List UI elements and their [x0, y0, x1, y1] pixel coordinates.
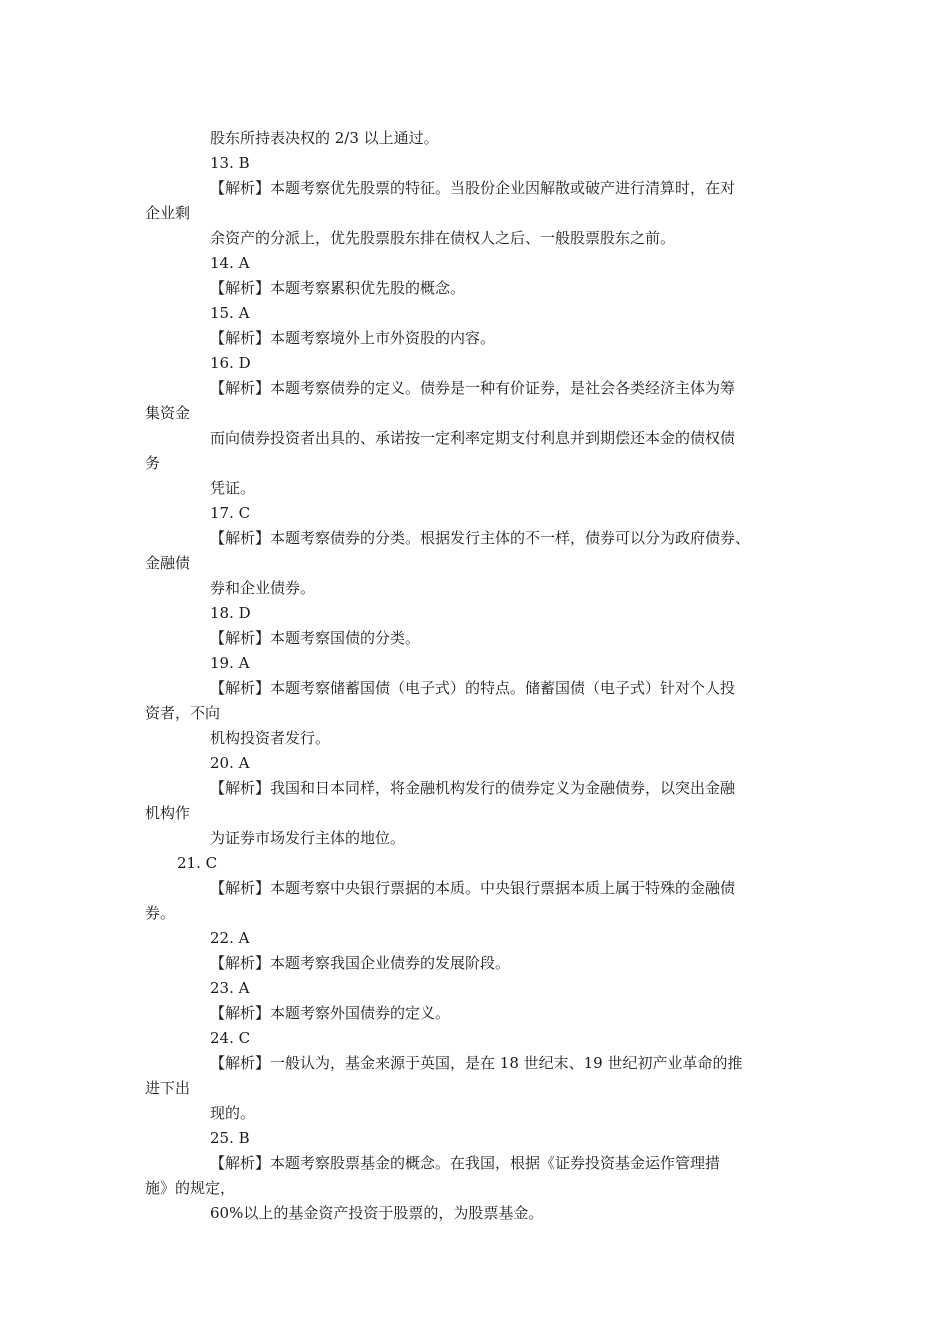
- explanation-line: 【解析】本题考察债券的分类。根据发行主体的不一样，债券可以分为政府债券、: [210, 529, 751, 547]
- explanation-line: 【解析】本题考察累积优先股的概念。: [210, 279, 466, 297]
- text-line: 凭证。: [210, 479, 256, 497]
- answer-line: 22. A: [210, 929, 250, 947]
- text-line: 股东所持表决权的 2/3 以上通过。: [210, 129, 439, 147]
- answer-line: 24. C: [210, 1029, 251, 1047]
- answer-line: 16. D: [210, 354, 251, 372]
- text-line: 进下出: [145, 1079, 191, 1097]
- answer-line: 17. C: [210, 504, 251, 522]
- answer-line: 23. A: [210, 979, 250, 997]
- explanation-line: 【解析】本题考察我国企业债券的发展阶段。: [210, 954, 511, 972]
- answer-line: 13. B: [210, 154, 250, 172]
- text-line: 资者，不向: [145, 704, 221, 722]
- text-line: 而向债券投资者出具的、承诺按一定利率定期支付利息并到期偿还本金的债权债: [210, 429, 736, 447]
- explanation-line: 【解析】本题考察境外上市外资股的内容。: [210, 329, 496, 347]
- explanation-line: 【解析】本题考察中央银行票据的本质。中央银行票据本质上属于特殊的金融债: [210, 879, 736, 897]
- answer-line: 20. A: [210, 754, 250, 772]
- answer-line: 25. B: [210, 1129, 250, 1147]
- explanation-line: 【解析】本题考察外国债券的定义。: [210, 1004, 451, 1022]
- text-line: 券。: [145, 904, 176, 922]
- text-line: 金融债: [145, 554, 191, 572]
- text-line: 现的。: [210, 1104, 256, 1122]
- text-line: 务: [145, 454, 161, 472]
- text-line: 余资产的分派上，优先股票股东排在债权人之后、一般股票股东之前。: [210, 229, 676, 247]
- text-line: 企业剩: [145, 204, 191, 222]
- explanation-line: 【解析】本题考察储蓄国债（电子式）的特点。储蓄国债（电子式）针对个人投: [210, 679, 736, 697]
- explanation-line: 【解析】我国和日本同样，将金融机构发行的债券定义为金融债券，以突出金融: [210, 779, 736, 797]
- answer-line: 14. A: [210, 254, 250, 272]
- answer-line: 19. A: [210, 654, 250, 672]
- text-line: 60%以上的基金资产投资于股票的，为股票基金。: [210, 1204, 544, 1222]
- explanation-line: 【解析】本题考察债券的定义。债券是一种有价证券，是社会各类经济主体为筹: [210, 379, 736, 397]
- explanation-line: 【解析】本题考察股票基金的概念。在我国，根据《证券投资基金运作管理措: [210, 1154, 721, 1172]
- explanation-line: 【解析】本题考察优先股票的特征。当股份企业因解散或破产进行清算时，在对: [210, 179, 736, 197]
- answer-line: 18. D: [210, 604, 251, 622]
- text-line: 施》的规定，: [145, 1179, 236, 1197]
- text-line: 机构投资者发行。: [210, 729, 331, 747]
- text-line: 机构作: [145, 804, 191, 822]
- explanation-line: 【解析】本题考察国债的分类。: [210, 629, 421, 647]
- text-line: 券和企业债券。: [210, 579, 316, 597]
- answer-line: 21. C: [177, 854, 218, 872]
- text-line: 为证券市场发行主体的地位。: [210, 829, 406, 847]
- text-line: 集资金: [145, 404, 191, 422]
- answer-line: 15. A: [210, 304, 250, 322]
- explanation-line: 【解析】一般认为，基金来源于英国，是在 18 世纪末、19 世纪初产业革命的推: [210, 1054, 743, 1072]
